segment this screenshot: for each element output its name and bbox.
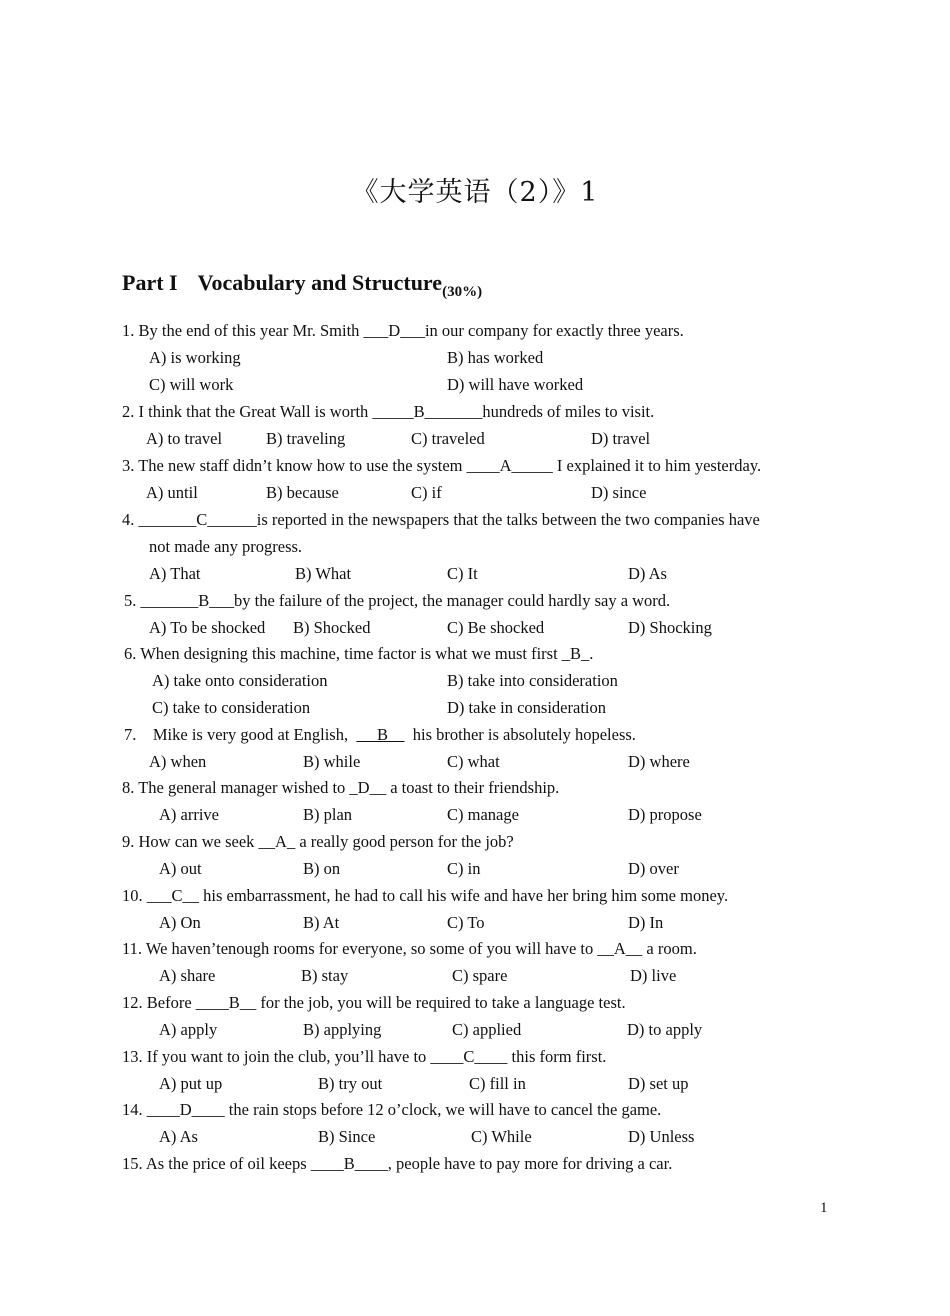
q14-option-c: C) While [471,1127,532,1146]
q13-option-c: C) fill in [469,1074,526,1093]
q9-option-a: A) out [159,859,202,878]
q11-option-b: B) stay [301,966,349,985]
q8-option-c: C) manage [447,805,519,824]
q6-option-a: A) take onto consideration [152,671,328,690]
q9-option-c: C) in [447,859,481,878]
q5-option-a: A) To be shocked [149,618,266,637]
question-11: 11. We haven’tenough rooms for everyone, so some of you will have to __A__ a room. [122,939,697,958]
q3-option-b: B) because [266,483,339,502]
q12-option-d: D) to apply [627,1020,703,1039]
question-15: 15. As the price of oil keeps ____B____, people have to pay more for driving a car. [122,1154,673,1173]
q12-option-a: A) apply [159,1020,218,1039]
question-7-text-start: Mike is very good at English, [152,725,349,744]
q12-option-c: C) applied [452,1020,522,1039]
q13-option-a: A) put up [159,1074,223,1093]
q10-option-d: D) In [628,913,664,932]
q11-option-a: A) share [159,966,216,985]
question-13: 13. If you want to join the club, you’ll have to ____C____ this form first. [122,1047,607,1066]
q1-option-a: A) is working [149,348,241,367]
q8-option-b: B) plan [303,805,353,824]
part-label: Part I [122,270,178,295]
q1-option-d: D) will have worked [447,375,584,394]
q1-option-b: B) has worked [447,348,544,367]
q1-option-c: C) will work [149,375,234,394]
question-4: 4. _______C______is reported in the newspapers that the talks between the two companies have [122,510,760,529]
question-9: 9. How can we seek __A_ a really good person for the job? [122,832,514,851]
q2-option-d: D) travel [591,429,651,448]
question-7-number: 7. [124,725,137,744]
q13-option-d: D) set up [628,1074,689,1093]
q10-option-a: A) On [159,913,201,932]
q2-option-a: A) to travel [146,429,223,448]
q13-option-b: B) try out [318,1074,383,1093]
q6-option-b: B) take into consideration [447,671,618,690]
q2-option-c: C) traveled [411,429,485,448]
q7-option-c: C) what [447,752,500,771]
q14-option-a: A) As [159,1127,198,1146]
q11-option-c: C) spare [452,966,508,985]
section-heading [122,270,483,300]
q5-option-c: C) Be shocked [447,618,545,637]
q6-option-c: C) take to consideration [152,698,311,717]
q12-option-b: B) applying [303,1020,382,1039]
question-2: 2. I think that the Great Wall is worth _____B_______hundreds of miles to visit. [122,402,655,421]
q3-option-c: C) if [411,483,442,502]
q11-option-d: D) live [630,966,677,985]
question-7-text-end: his brother is absolutely hopeless. [412,725,636,744]
question-4-continued: not made any progress. [149,537,303,556]
question-7-answer: B [376,725,388,744]
q7-option-d: D) where [628,752,690,771]
question-8: 8. The general manager wished to _D__ a toast to their friendship. [122,778,560,797]
part-name: Vocabulary and Structure [197,270,443,295]
question-3: 3. The new staff didn’t know how to use the system ____A_____ I explained it to him yesterday. [122,456,762,475]
q3-option-a: A) until [146,483,198,502]
q9-option-d: D) over [628,859,679,878]
question-14: 14. ____D____ the rain stops before 12 o’clock, we will have to cancel the game. [122,1100,662,1119]
q5-option-d: D) Shocking [628,618,712,637]
q8-option-d: D) propose [628,805,702,824]
question-7 [124,725,636,745]
q4-option-d: D) As [628,564,667,583]
question-10: 10. ___C__ his embarrassment, he had to call his wife and have her bring him some money. [122,886,729,905]
q7-option-b: B) while [303,752,361,771]
q10-option-b: B) At [303,913,340,932]
q9-option-b: B) on [303,859,341,878]
document-title: 《大学英语（2）》1 [351,177,599,208]
q3-option-d: D) since [591,483,647,502]
q6-option-d: D) take in consideration [447,698,606,717]
question-12: 12. Before ____B__ for the job, you will be required to take a language test. [122,993,626,1012]
q14-option-b: B) Since [318,1127,376,1146]
page-number: 1 [820,1200,828,1216]
q5-option-b: B) Shocked [293,618,371,637]
q10-option-c: C) To [447,913,485,932]
q8-option-a: A) arrive [159,805,220,824]
question-5: 5. _______B___by the failure of the project, the manager could hardly say a word. [124,591,671,610]
part-percent: (30%) [442,284,483,300]
q4-option-c: C) It [447,564,478,583]
question-6: 6. When designing this machine, time factor is what we must first _B_. [124,644,594,663]
q2-option-b: B) traveling [266,429,346,448]
question-1: 1. By the end of this year Mr. Smith ___D___in our company for exactly three years. [122,321,684,340]
q7-option-a: A) when [149,752,207,771]
q14-option-d: D) Unless [628,1127,695,1146]
q4-option-b: B) What [295,564,352,583]
q4-option-a: A) That [149,564,201,583]
